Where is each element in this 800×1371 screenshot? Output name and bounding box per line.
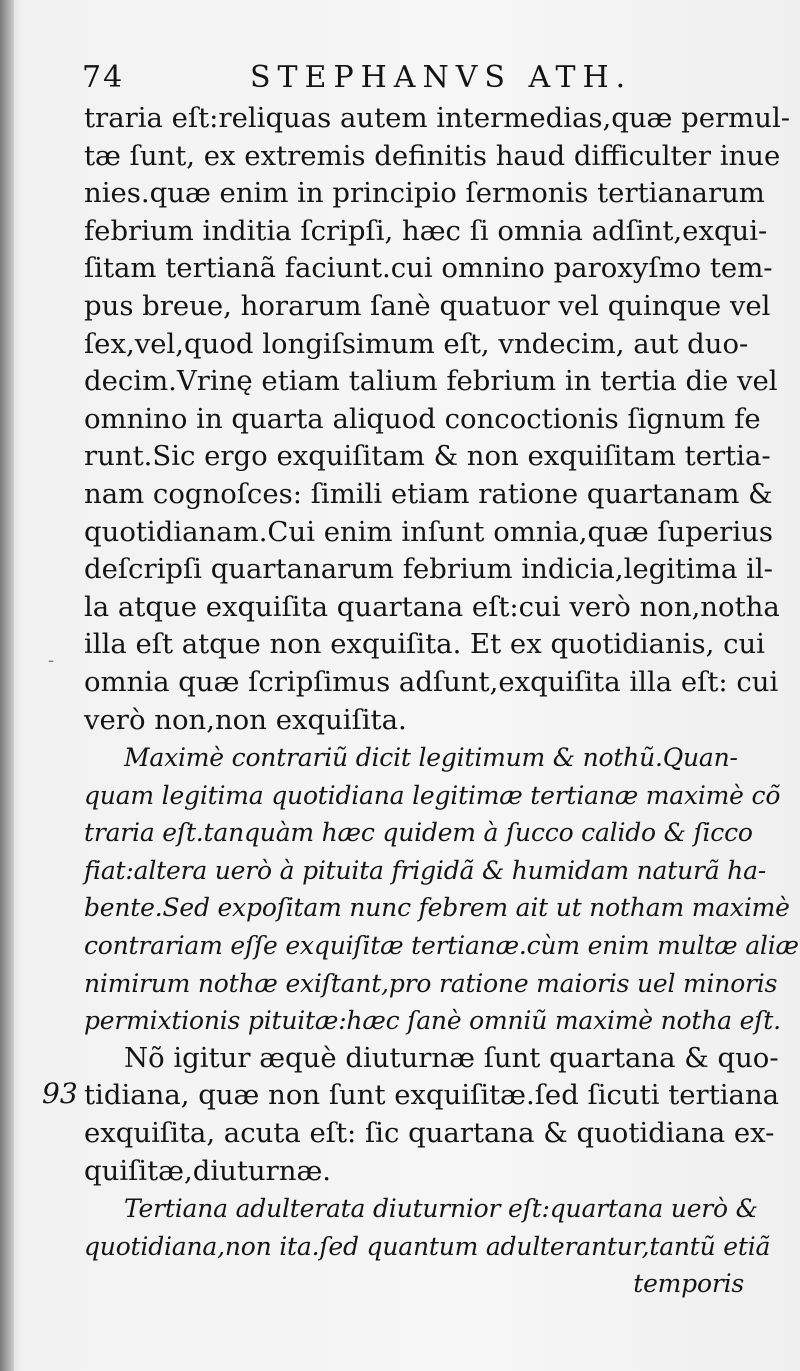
running-title: STEPHANVS ATH. bbox=[250, 60, 633, 95]
page-gutter-shadow bbox=[0, 0, 14, 1371]
text-line: verò non,non exquiſita. bbox=[84, 703, 407, 736]
text-line: runt.Sic ergo exquiſitam & non exquiſitam tertia- bbox=[84, 440, 771, 473]
text-line: tidiana, quæ non ſunt exquiſitæ.ſed ſicuti tertiana bbox=[84, 1079, 780, 1112]
text-line: Nõ igitur æquè diuturnæ ſunt quartana & quo- bbox=[124, 1041, 779, 1074]
commentary-line: quotidiana,non ita.ſed quantum adulterantur,tantũ etiã bbox=[84, 1231, 771, 1261]
text-line: ſitam tertianã faciunt.cui omnino paroxyſmo tem- bbox=[84, 252, 773, 285]
commentary-line: Maximè contrariũ dicit legitimum & nothũ.Quan- bbox=[124, 743, 738, 773]
running-header bbox=[80, 60, 730, 100]
text-line: nies.quæ enim in principio ſermonis tertianarum bbox=[84, 177, 765, 210]
text-line: deſcripſi quartanarum febrium indicia,legitima il- bbox=[84, 553, 773, 586]
commentary-line: contrariam eſſe exquiſitæ tertianæ.cùm enim multæ aliæ bbox=[84, 931, 799, 961]
text-line: quotidianam.Cui enim inſunt omnia,quæ ſuperius bbox=[84, 515, 773, 548]
catchword: temporis bbox=[633, 1269, 744, 1299]
body-text bbox=[84, 100, 799, 1303]
commentary-line: permixtionis pituitæ:hæc ſanè omniũ maximè notha eſt. bbox=[84, 1006, 781, 1036]
text-line: nam cognoſces: ſimili etiam ratione quartanam & bbox=[84, 477, 773, 510]
commentary-line: fiat:altera uerò à pituita frigidã & humidam naturã ha- bbox=[84, 855, 767, 885]
commentary-line: bente.Sed expoſitam nunc febrem ait ut notham maximè bbox=[84, 893, 790, 923]
text-line: decim.Vrinę etiam talium febrium in tertia die vel bbox=[84, 365, 778, 398]
text-line: febrium inditia ſcripſi, hæc ſi omnia adſint,exqui- bbox=[84, 214, 768, 247]
text-line: traria eſt:reliquas autem intermedias,quæ permul- bbox=[84, 102, 791, 134]
text-line: exquiſita, acuta eſt: ſic quartana & quotidiana ex- bbox=[84, 1117, 775, 1150]
text-line: omnia quæ ſcripſimus adſunt,exquiſita illa eſt: cui bbox=[84, 665, 779, 698]
text-line: pus breue, horarum ſanè quatuor vel quinque vel bbox=[84, 289, 771, 322]
text-line: tæ ſunt, ex extremis definitis haud difficulter inue bbox=[84, 139, 781, 172]
text-line: quiſitæ,diuturnæ. bbox=[84, 1154, 332, 1187]
text-line: la atque exquiſita quartana eſt:cui verò non,notha bbox=[84, 590, 780, 623]
margin-note-number: 93 bbox=[42, 1077, 78, 1110]
commentary-line: quam legitima quotidiana legitimæ tertianæ maximè cõ bbox=[84, 780, 781, 810]
commentary-line: Tertiana adulterata diuturnior eſt:quartana uerò & bbox=[124, 1194, 758, 1224]
commentary-line: traria eſt.tanquàm hæc quidem à ſucco calido & ſicco bbox=[84, 818, 753, 848]
text-line: illa eſt atque non exquiſita. Et ex quotidianis, cui bbox=[84, 628, 765, 661]
text-line: ſex,vel,quod longiſsimum eſt, vndecim, aut duo- bbox=[84, 327, 749, 360]
text-line: omnino in quarta aliquod concoctionis ſignum fe bbox=[84, 402, 761, 435]
commentary-line: nimirum nothæ exiſtant,pro ratione maioris uel minoris bbox=[84, 968, 778, 998]
page-number: 74 bbox=[82, 60, 125, 95]
margin-mark: - bbox=[48, 650, 55, 671]
